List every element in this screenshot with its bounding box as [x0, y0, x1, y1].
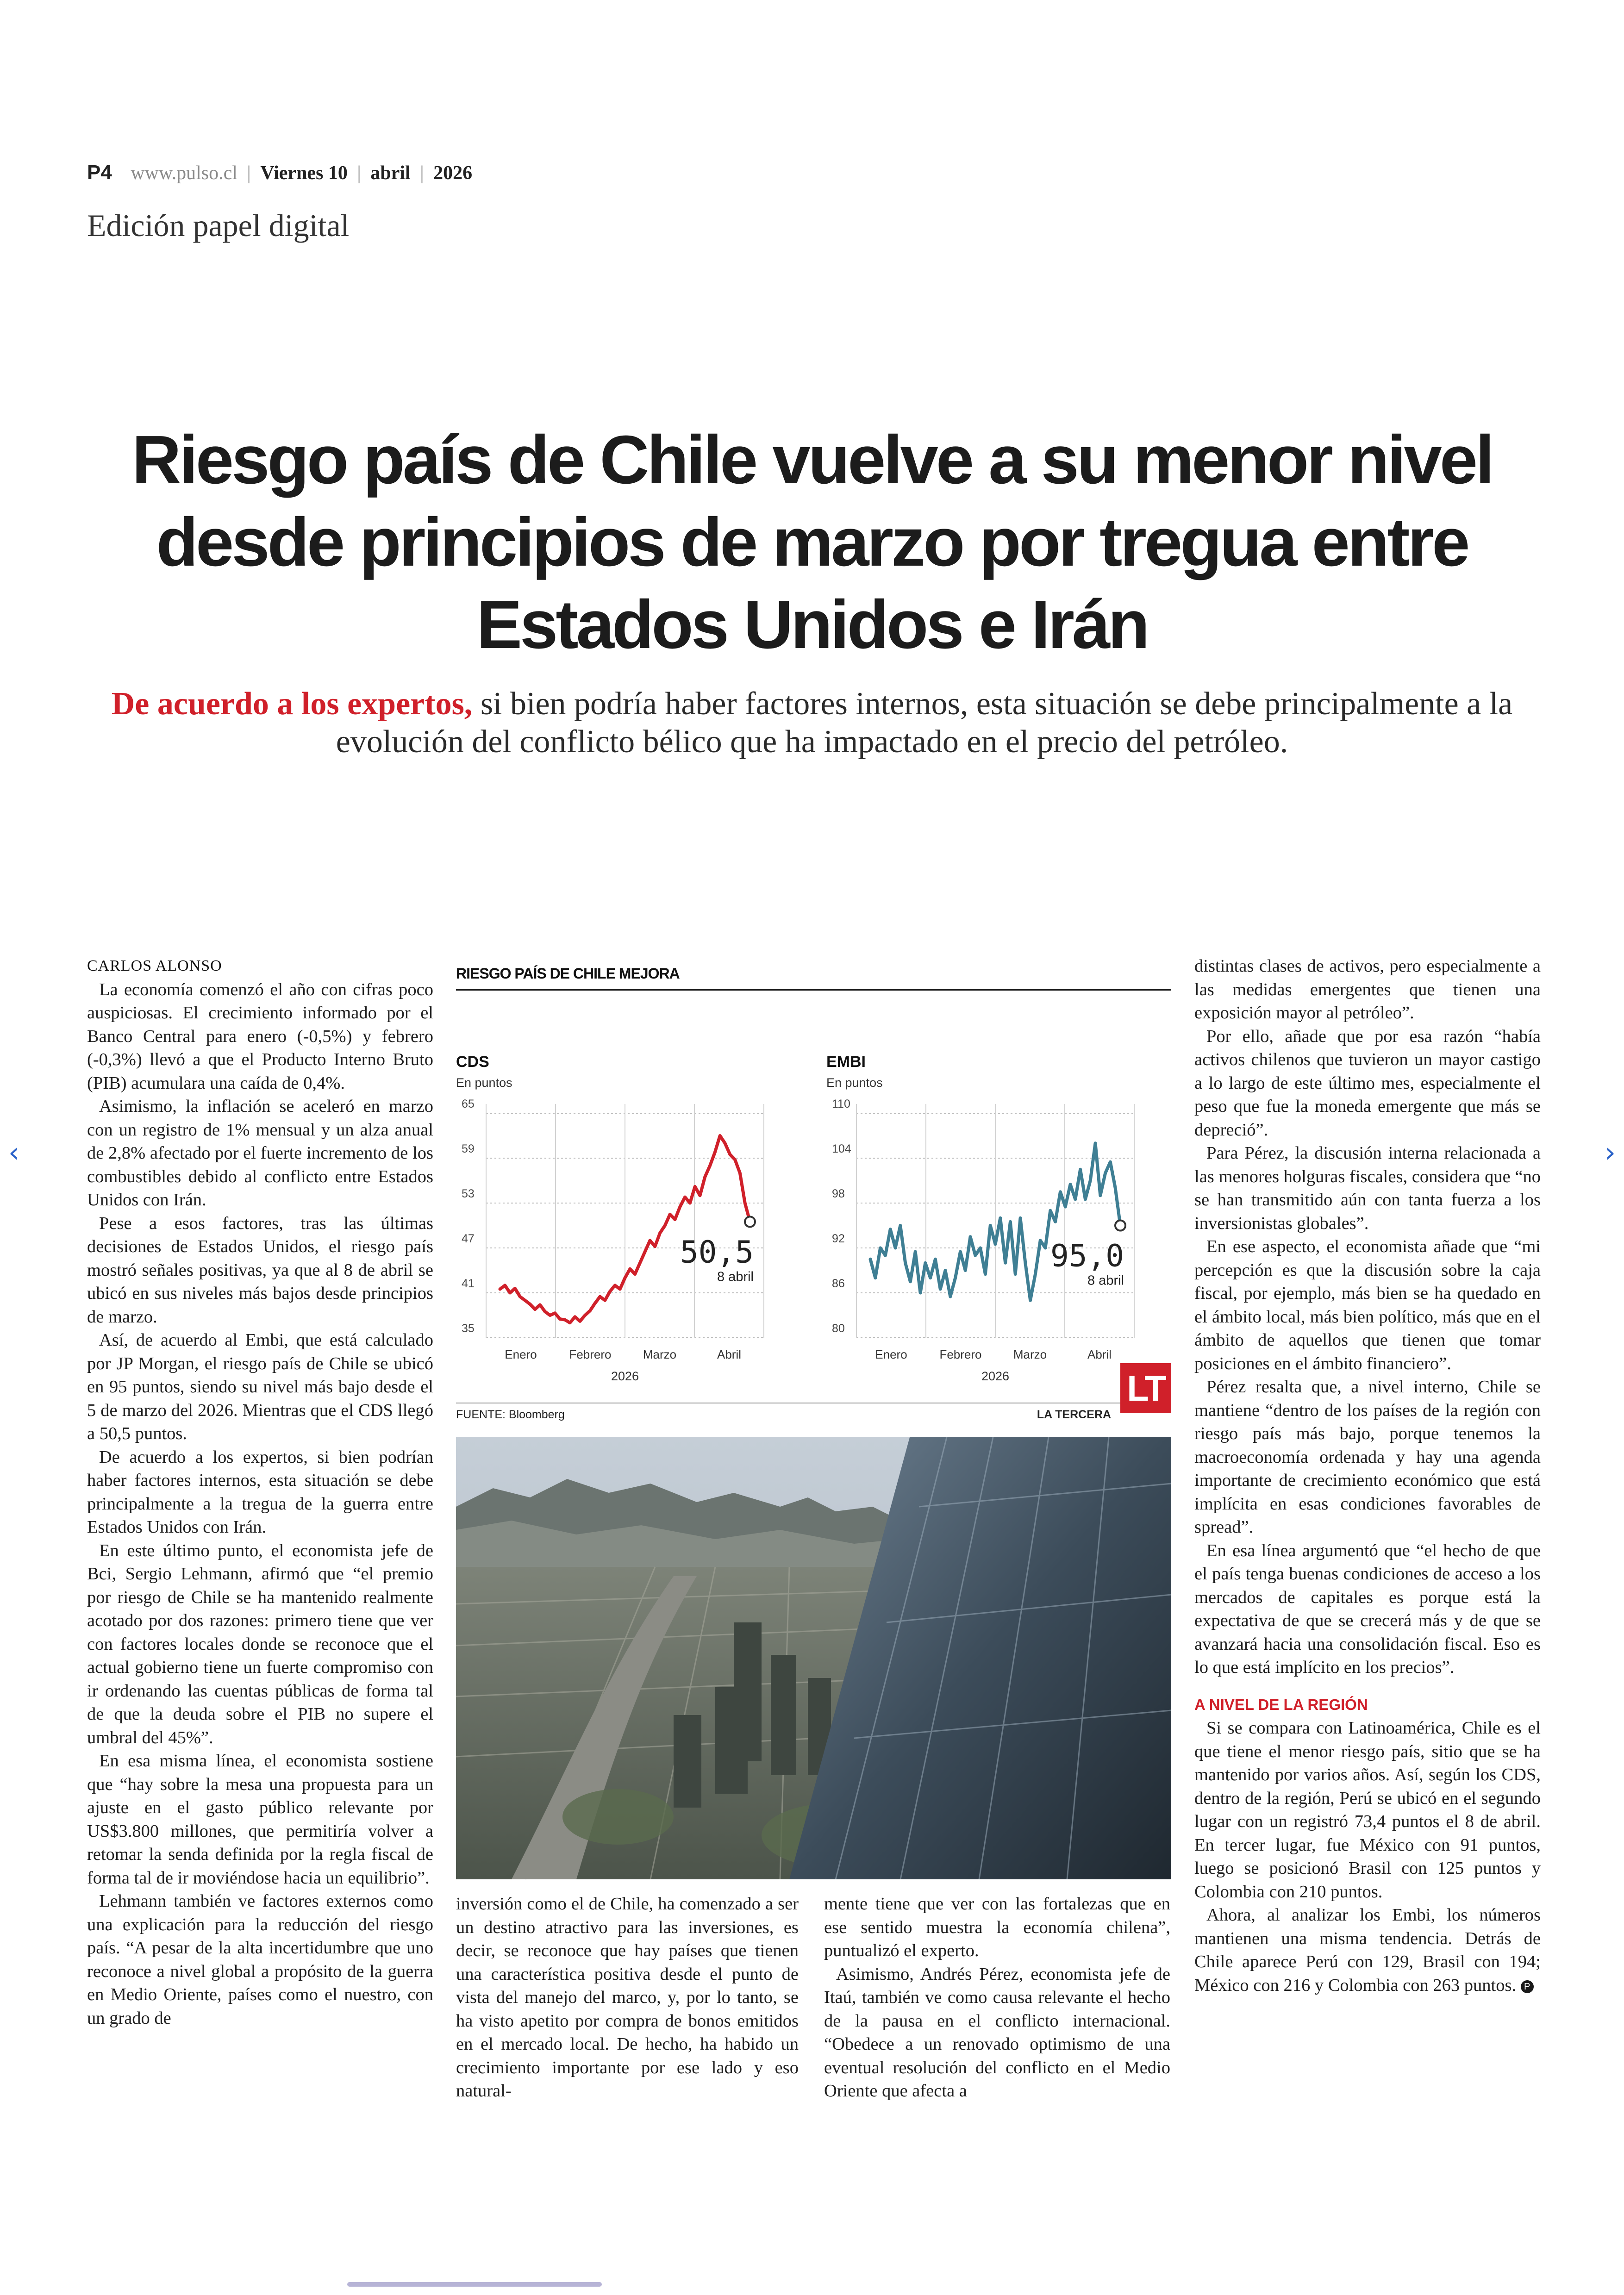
y-tick-label: 53 [462, 1187, 475, 1200]
paragraph: Si se compara con Latinoamérica, Chile es el que tiene el menor riesgo país, sitio que se ha mantenido por varios años. Así, según los CDS, dentro de la región, Perú se ubicó en el segundo lugar con un registró 73,4 puntos el 8 de abril. En tercer lugar, fue México con 91 puntos, luego se posicionó Brasil con 125 puntos y Colombia con 210 puntos. [1194, 1718, 1541, 1902]
paragraph: Lehmann también ve factores externos como una explicación para la reducción del riesgo país. “A pesar de la alta incertidumbre que uno reconoce a nivel global a propósito de la guerra en Medio Oriente, países como el nuestro, con un grado de [87, 1891, 433, 2028]
end-mark-icon: P [1521, 1980, 1534, 1993]
page-number: P4 [87, 161, 112, 184]
deck-lead: De acuerdo a los expertos, [111, 686, 473, 722]
deck [79, 685, 1545, 761]
article-photo [456, 1437, 1171, 1879]
issue-day: Viernes 10 [260, 162, 348, 184]
x-tick-label: Enero [505, 1347, 537, 1361]
chart-panel-title: CDS [456, 1053, 489, 1071]
issue-year: 2026 [433, 162, 473, 184]
x-axis-year: 2026 [981, 1369, 1010, 1383]
paragraph: Asimismo, la inflación se aceleró en marzo con un registro de 1% mensual y un alza anual de 2,8% afectado por el fuerte incremento de los combustibles debido al conflicto entre Estados Unidos con Irán. [87, 1097, 433, 1210]
next-page-icon[interactable]: › [1605, 1136, 1616, 1169]
column-1 [87, 954, 433, 2030]
y-tick-label: 80 [832, 1322, 845, 1335]
deck-text: si bien podría haber factores internos, esta situación se debe principalmente a la evolución del conflicto bélico que ha impactado en el precio del petróleo. [336, 686, 1513, 760]
end-date-label: 8 abril [717, 1269, 754, 1285]
chart-title: RIESGO PAÍS DE CHILE MEJORA [456, 965, 680, 982]
x-tick-label: Marzo [643, 1347, 677, 1361]
paragraph: Así, de acuerdo al Embi, que está calculado por JP Morgan, el riesgo país de Chile se ubicó en 95 puntos, siendo su nivel más bajo desde el 5 de marzo del 2026. Mientras que el CDS llegó a 50,5 puntos. [87, 1330, 433, 1443]
y-tick-label: 41 [462, 1277, 475, 1290]
paragraph: Pese a esos factores, tras las últimas decisiones de Estados Unidos, el riesgo país mostró señales positivas, ya que al 8 de abril se ubicó en sus niveles más bajos desde principios de marzo. [87, 1213, 433, 1327]
paragraph: En ese aspecto, el economista añade que “mi percepción es que la discusión sobre la caja fiscal, por ejemplo, más bien se ha quedado en el ámbito local, más bien político, más que en el ámbito de aquellos que tienen que tomar posiciones en el ámbito financiero”. [1194, 1237, 1541, 1373]
paragraph: La economía comenzó el año con cifras poco auspiciosas. El crecimiento informado por el Banco Central para enero (-0,5%) y febrero (-0,3%) llevó a que el Producto Interno Bruto (PIB) acumulara una caída de 0,4%. [87, 979, 433, 1093]
chart-source: FUENTE: Bloomberg [456, 1408, 565, 1421]
santiago-skyline-photo [456, 1437, 1171, 1879]
end-point-marker [745, 1216, 755, 1227]
y-tick-label: 59 [462, 1142, 475, 1155]
x-tick-label: Enero [875, 1347, 907, 1361]
issue-month: abril [370, 162, 411, 184]
la-tercera-logo: LT [1120, 1363, 1171, 1413]
paragraph: De acuerdo a los expertos, si bien podrían haber factores internos, esta situación se debe principalmente a la tregua de la guerra entre Estados Unidos con Irán. [87, 1447, 433, 1537]
paragraph: Por ello, añade que por esa razón “había activos chilenos que tuvieron un mayor castigo a lo largo de este último mes, especialmente el peso que fue la moneda emergente que más se depreció”. [1194, 1026, 1541, 1140]
subhead-region: A NIVEL DE LA REGIÓN [1194, 1696, 1368, 1713]
paragraph: En esa línea argumentó que “el hecho de que el país tenga buenas condiciones de acceso a los mercados de capitales es porque está la expectativa de que se crecerá más y de que se avanzará hacia una consolidación fiscal. Eso es lo que está implícito en los precios”. [1194, 1540, 1541, 1677]
x-tick-label: Marzo [1013, 1347, 1047, 1361]
column-2 [456, 1892, 799, 2103]
x-axis-year: 2026 [611, 1369, 639, 1383]
paragraph: En este último punto, el economista jefe de Bci, Sergio Lehmann, afirmó que “el premio por riesgo de Chile se ha mantenido realmente acotado por dos razones: primero tiene que ver con factores locales donde se reconoce que el actual gobierno tiene un fuerte compromiso con ir ordenando las cuentas públicas de forma tal de que la deuda sobre el PIB no supere el umbral del 45%”. [87, 1540, 433, 1747]
edition-label: Edición papel digital [87, 208, 350, 243]
column-4 [1194, 954, 1541, 1997]
y-tick-label: 104 [832, 1142, 851, 1155]
y-tick-label: 86 [832, 1277, 845, 1290]
previous-page-icon[interactable]: ‹ [8, 1136, 19, 1169]
chart-ylabel: En puntos [826, 1076, 883, 1090]
paragraph: Para Pérez, la discusión interna relacionada a las menores holguras fiscales, considera que “no se han transmitido aún con tanta fuerza a los inversionistas globales”. [1194, 1143, 1541, 1233]
end-value-label: 50,5 [680, 1234, 754, 1270]
paragraph: En esa misma línea, el economista sostiene que “hay sobre la mesa una propuesta para un ajuste en el gasto público relevante por US$3.800 millones, que permitiría volver a retomar la senda definida por la regla fiscal de forma tal de ir moviéndose hacia un equilibrio”. [87, 1751, 433, 1888]
y-tick-label: 110 [832, 1098, 850, 1110]
x-tick-label: Febrero [939, 1347, 982, 1361]
paragraph [1194, 1903, 1541, 1997]
byline: CARLOS ALONSO [87, 957, 222, 974]
paragraph: Asimismo, Andrés Pérez, economista jefe de Itaú, también ve como causa relevante el hecho de la pausa en el conflicto internacional. “Obedece a un renovado optimismo de una eventual resolución del conflicto en el Medio Oriente que afecta a [824, 1964, 1170, 2101]
headline: Riesgo país de Chile vuelve a su menor nivel desde principios de marzo por tregua entre Estados Unidos e Irán [131, 422, 1493, 663]
chart-riesgo-pais [456, 960, 1171, 1421]
chart-brand: LA TERCERA [1037, 1408, 1111, 1421]
y-tick-label: 98 [832, 1187, 845, 1200]
y-tick-label: 65 [462, 1098, 475, 1110]
x-tick-label: Abril [717, 1347, 742, 1361]
page-header: P4 www.pulso.cl | Viernes 10 | abril | 2026 [87, 161, 473, 184]
chart-panel-title: EMBI [826, 1053, 866, 1071]
chart-plots [456, 998, 1171, 1383]
site-url[interactable]: www.pulso.cl [131, 162, 237, 184]
column-3 [824, 1892, 1170, 2103]
paragraph: Pérez resalta que, a nivel interno, Chile se mantiene “dentro de los países de la región con riesgo país más bajo, porque tenemos la macroeconomía ordenada y hay una agenda importante de crecimiento económico que está implícita en esas condiciones favorables de spread”. [1194, 1377, 1541, 1537]
paragraph: mente tiene que ver con las fortalezas que en ese sentido muestra la economía chilena”, puntualizó el experto. [824, 1894, 1170, 1960]
paragraph: inversión como el de Chile, ha comenzado a ser un destino atractivo para las inversiones, es decir, se reconoce que hay países que tienen una característica positiva desde el punto de vista del manejo del marco, y, por lo tanto, se ha visto apetito por compra de bonos emitidos en el mercado local. De hecho, ha habido un crecimiento importante por ese lado y eso natural- [456, 1894, 799, 2101]
x-tick-label: Febrero [569, 1347, 612, 1361]
chart-ylabel: En puntos [456, 1076, 512, 1090]
y-tick-label: 47 [462, 1232, 475, 1245]
y-tick-label: 35 [462, 1322, 475, 1335]
end-point-marker [1115, 1221, 1125, 1231]
paragraph-text: Ahora, al analizar los Embi, los números mantienen una misma tendencia. Detrás de Chile aparece Perú con 129, Brasil con 194; México con 216 y Colombia con 263 puntos. [1194, 1905, 1541, 1995]
end-value-label: 95,0 [1050, 1238, 1124, 1274]
page-scrollbar[interactable] [347, 2282, 602, 2287]
x-tick-label: Abril [1087, 1347, 1112, 1361]
chart-rule [456, 989, 1171, 991]
paragraph: distintas clases de activos, pero especialmente a las medidas emergentes que tienen una exposición mayor al petróleo”. [1194, 956, 1541, 1023]
end-date-label: 8 abril [1087, 1273, 1124, 1288]
y-tick-label: 92 [832, 1232, 845, 1245]
